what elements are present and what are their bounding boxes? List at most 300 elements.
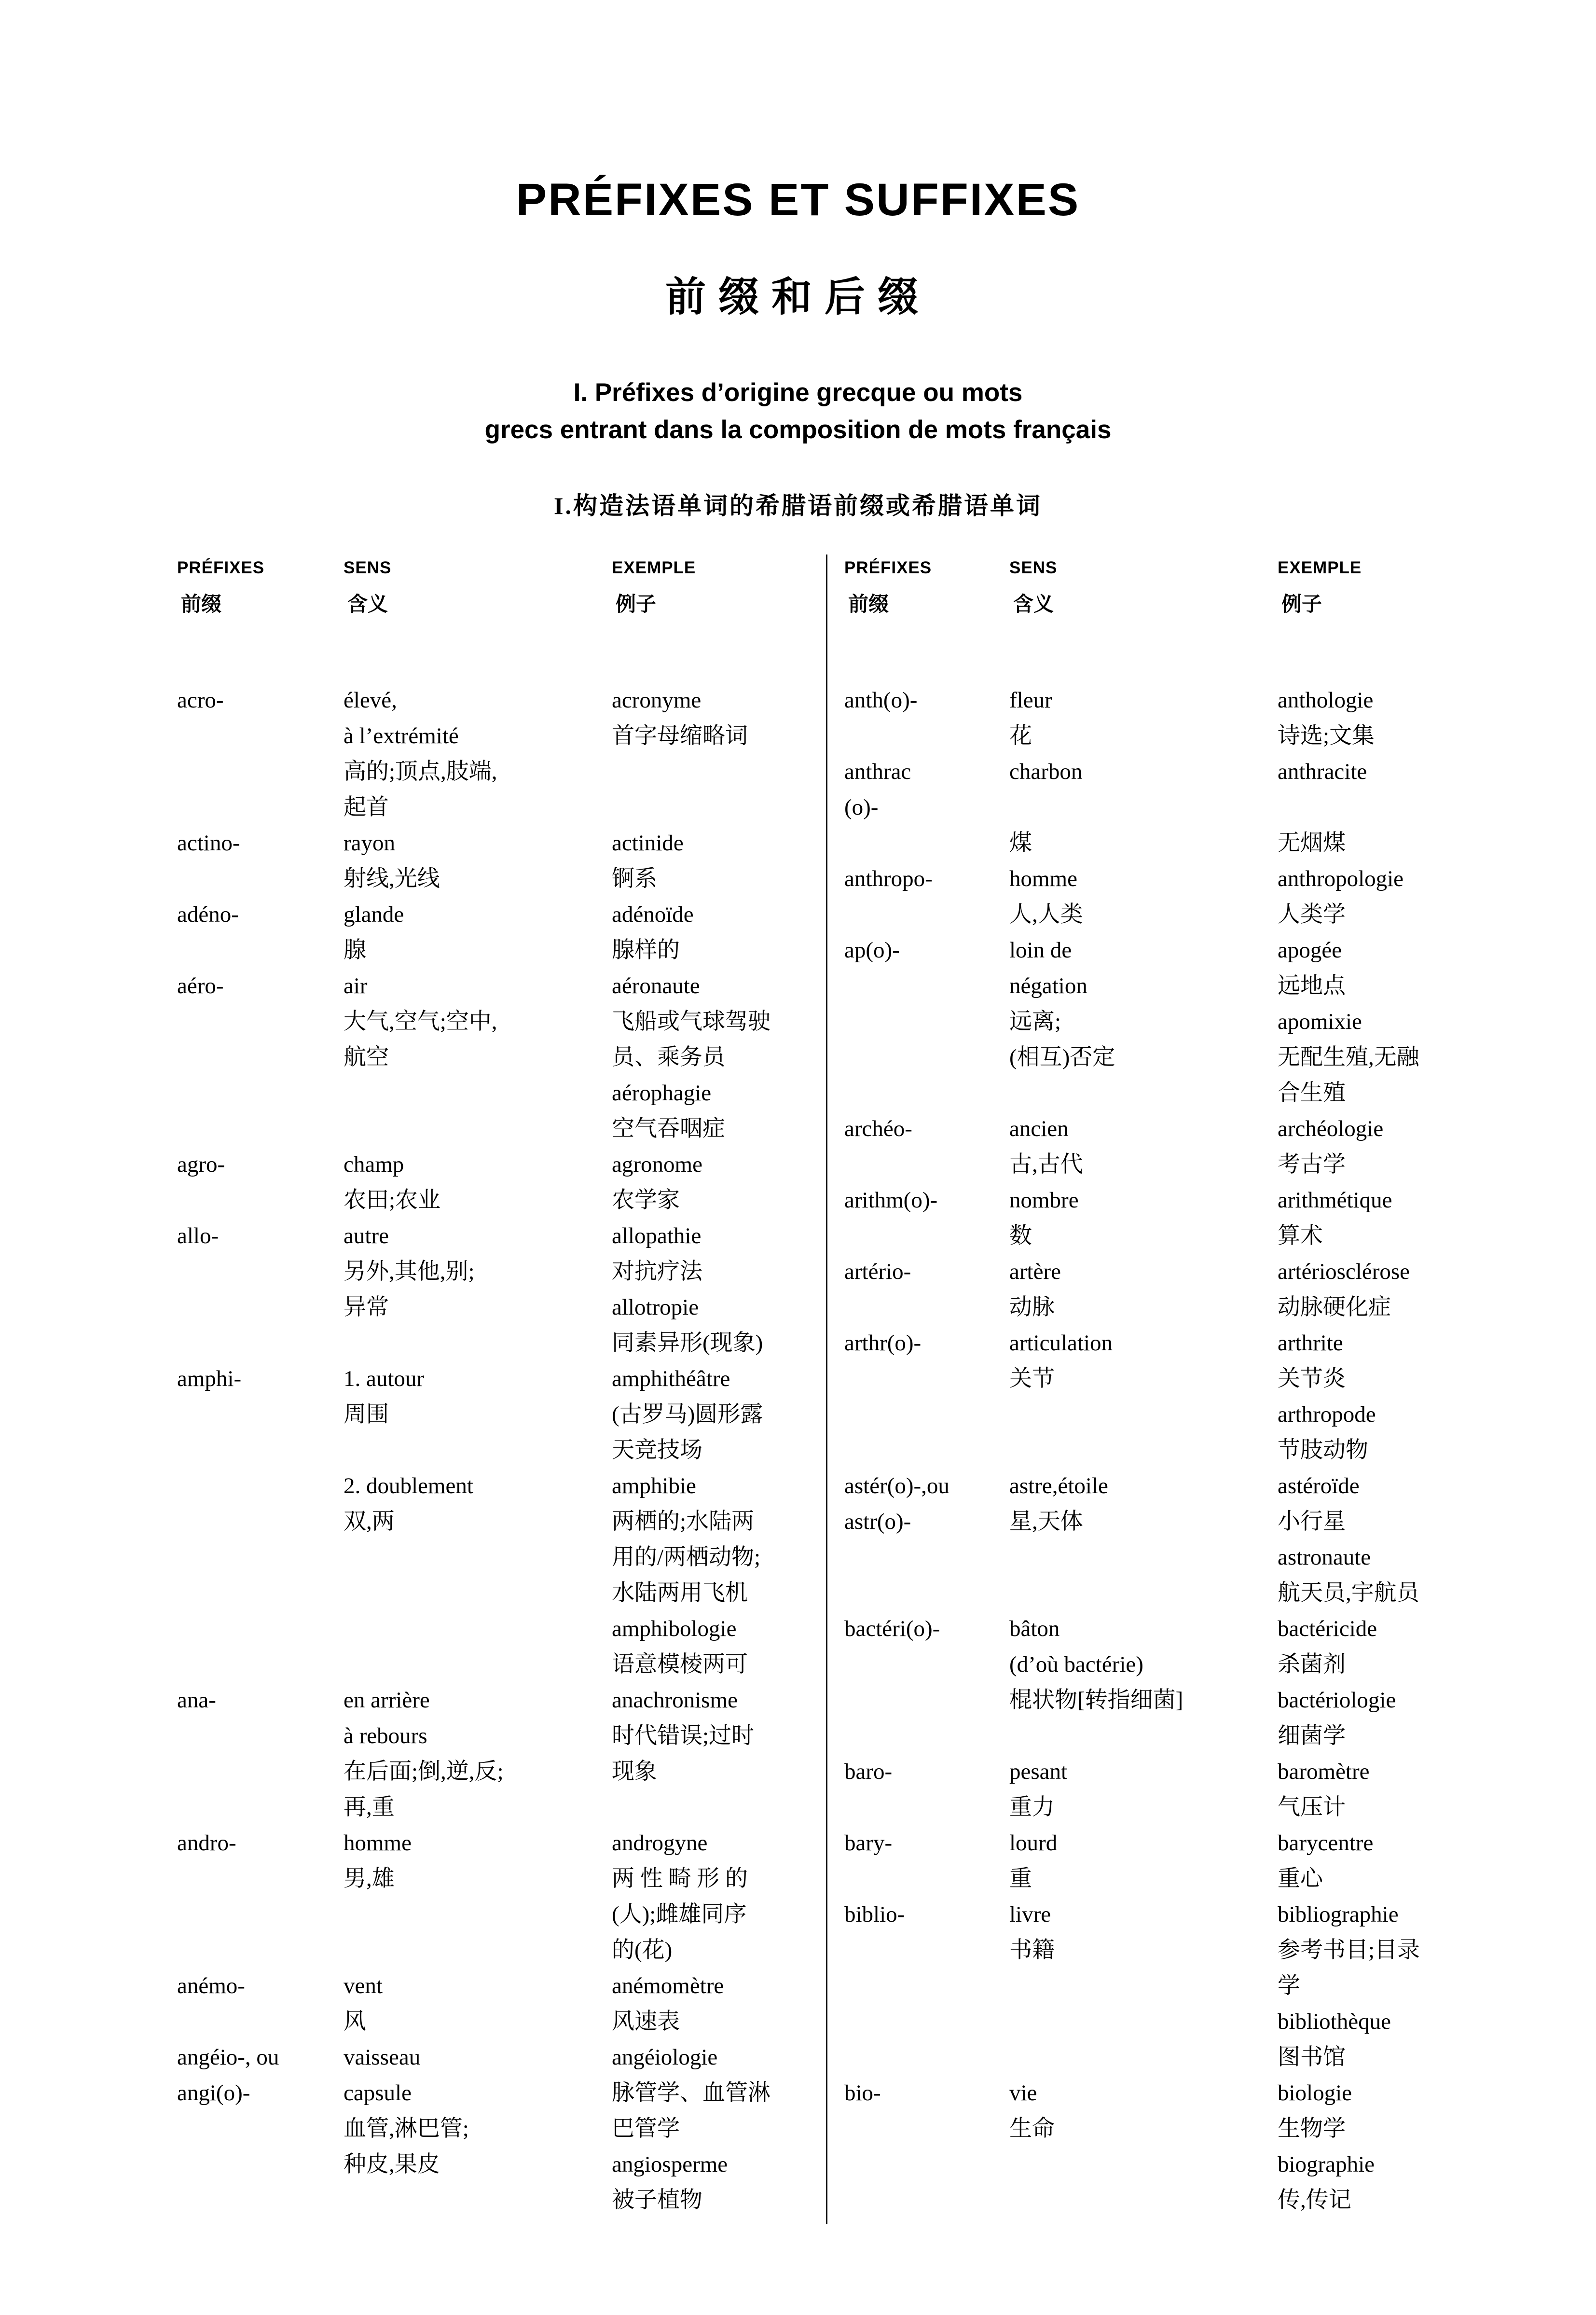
exemple-line: 重心 <box>1278 1866 1323 1892</box>
exemple-line: baromètre <box>1278 1759 1370 1785</box>
sens-line: capsule <box>344 2080 412 2106</box>
exemple-cell <box>612 1218 826 1361</box>
exemple-line: 图书馆 <box>1278 2045 1346 2070</box>
sens-line: 双,两 <box>344 1509 395 1535</box>
sens-line: livre <box>1009 1902 1051 1927</box>
sens-cell <box>344 1361 612 1468</box>
sens-line: 高的;顶点,肢端, <box>344 759 497 785</box>
sens-line: pesant <box>1009 1759 1068 1785</box>
exemple-cell <box>1278 1182 1596 1254</box>
exemple-line: 飞船或气球驾驶 <box>612 1009 770 1035</box>
exemple-line: 现象 <box>612 1759 657 1785</box>
exemple-line: agronome <box>612 1152 702 1178</box>
header-prefixes <box>844 558 1009 617</box>
prefix-cell <box>844 1325 1009 1468</box>
exemple-line: amphibie <box>612 1473 696 1499</box>
prefix-cell <box>844 861 1009 932</box>
sens-line: 远离; <box>1009 1009 1061 1035</box>
exemple-line: 首字母缩略词 <box>612 723 748 749</box>
sens-line: homme <box>344 1830 412 1856</box>
exemple-line: bactéricide <box>1278 1616 1377 1642</box>
prefix-line: anémo- <box>177 1973 245 1999</box>
sens-line: homme <box>1009 866 1077 892</box>
header-prefixes-fr: PRÉFIXES <box>177 558 265 578</box>
dict-row <box>177 897 826 968</box>
sens-line: astre,étoile <box>1009 1473 1108 1499</box>
sens-line: 在后面;倒,逆,反; <box>344 1759 504 1785</box>
sens-cell <box>344 1968 612 2039</box>
sens-line: 人,人类 <box>1009 902 1083 928</box>
exemple-line: 用的/两栖动物; <box>612 1545 761 1570</box>
exemple-line: anachronisme <box>612 1688 738 1713</box>
sens-line: 大气,空气;空中, <box>344 1009 497 1035</box>
exemple-line: 动脉硬化症 <box>1278 1295 1391 1320</box>
sens-cell <box>344 825 612 897</box>
exemple-line: 时代错误;过时 <box>612 1723 755 1749</box>
sens-line: 数 <box>1009 1223 1032 1249</box>
exemple-line: 细菌学 <box>1278 1723 1346 1749</box>
sens-line <box>1009 790 1278 825</box>
prefix-line: anthropo- <box>844 866 933 892</box>
prefix-cell <box>844 932 1009 1111</box>
header-prefixes-fr: PRÉFIXES <box>844 558 932 578</box>
prefix-cell <box>844 1825 1009 1897</box>
prefix-cell <box>844 1254 1009 1325</box>
sens-line: lourd <box>1009 1830 1058 1856</box>
exemple-line: arthropode <box>1278 1402 1376 1428</box>
header-sens <box>344 558 612 617</box>
prefix-cell <box>177 1968 344 2039</box>
exemple-line: astéroïde <box>1278 1473 1360 1499</box>
prefix-line: actino- <box>177 831 240 856</box>
sens-line: glande <box>344 902 404 928</box>
prefix-line: agro- <box>177 1152 225 1178</box>
sens-cell <box>1009 1182 1278 1254</box>
sens-cell <box>344 682 612 825</box>
exemple-line: 锕系 <box>612 866 657 892</box>
prefix-line: allo- <box>177 1223 219 1249</box>
exemple-cell <box>612 1361 826 1468</box>
exemple-line: astronaute <box>1278 1545 1371 1570</box>
prefix-cell <box>177 1218 344 1361</box>
prefix-cell <box>844 1468 1009 1611</box>
exemple-line: 参考书目;目录 <box>1278 1938 1420 1963</box>
exemple-cell <box>612 1968 826 2039</box>
sens-line: articulation <box>1009 1331 1113 1356</box>
exemple-cell <box>1278 932 1596 1111</box>
prefix-cell <box>177 1147 344 1218</box>
dict-row <box>177 1825 826 1968</box>
prefix-line: anth(o)- <box>844 688 918 713</box>
exemple-cell <box>612 1147 826 1218</box>
exemple-line: 气压计 <box>1278 1795 1346 1820</box>
exemple-line: allopathie <box>612 1223 702 1249</box>
sens-cell <box>1009 932 1278 1111</box>
exemple-line: 无配生殖,无融 <box>1278 1045 1419 1070</box>
prefix-line: anthrac <box>844 759 911 785</box>
exemple-cell <box>1278 1754 1596 1825</box>
exemple-line: 远地点 <box>1278 973 1346 999</box>
column-divider <box>826 554 827 2224</box>
sens-line: négation <box>1009 973 1087 999</box>
exemple-cell <box>612 2075 826 2218</box>
left-column-headers <box>177 558 826 617</box>
sens-cell <box>1009 1111 1278 1182</box>
exemple-cell <box>612 1682 826 1825</box>
sens-cell <box>1009 1611 1278 1754</box>
dict-row <box>844 861 1596 932</box>
dict-row <box>177 968 826 1147</box>
sens-cell <box>344 1825 612 1968</box>
exemple-line: adénoïde <box>612 902 694 928</box>
prefix-line: aéro- <box>177 973 224 999</box>
header-exemple <box>612 558 826 617</box>
dict-row <box>177 1682 826 1825</box>
sens-line: 风 <box>344 2009 366 2035</box>
dict-row <box>844 682 1596 754</box>
header-exemple <box>1278 558 1596 617</box>
prefix-line: amphi- <box>177 1366 242 1392</box>
dict-row <box>177 1218 826 1361</box>
exemple-line: 巴管学 <box>612 2116 680 2142</box>
exemple-line: 农学家 <box>612 1188 680 1213</box>
sens-line: 煤 <box>1009 831 1032 856</box>
dict-row <box>844 2075 1596 2218</box>
header-prefixes-zh: 前缀 <box>181 594 222 616</box>
section-heading-line2: grecs entrant dans la composition de mots français <box>484 415 1112 444</box>
header-exemple-zh: 例子 <box>1281 594 1322 616</box>
prefix-cell <box>844 1111 1009 1182</box>
exemple-cell <box>1278 1254 1596 1325</box>
exemple-cell <box>1278 1325 1596 1468</box>
dict-row <box>177 682 826 825</box>
sens-cell <box>1009 1897 1278 2075</box>
sens-line: en arrière <box>344 1688 430 1713</box>
sens-cell <box>344 1147 612 1218</box>
sens-line: champ <box>344 1152 404 1178</box>
prefix-line: acro- <box>177 688 224 713</box>
dict-row <box>844 754 1596 861</box>
sens-line: charbon <box>1009 759 1083 785</box>
sens-cell <box>1009 2075 1278 2218</box>
exemple-line: 传,传记 <box>1278 2188 1351 2213</box>
sens-line: 异常 <box>344 1295 389 1320</box>
sens-line: à l’extrémité <box>344 723 459 749</box>
dict-row <box>844 1468 1596 1611</box>
header-prefixes-zh: 前缀 <box>848 594 889 616</box>
dict-row <box>177 1968 826 2039</box>
prefix-cell <box>844 1897 1009 2075</box>
sens-cell <box>1009 1825 1278 1897</box>
dict-row <box>177 1147 826 1218</box>
sens-line: 关节 <box>1009 1366 1055 1392</box>
prefix-cell <box>844 1611 1009 1754</box>
right-column <box>844 558 1596 2218</box>
dict-row <box>844 1754 1596 1825</box>
sens-line: 1. autour <box>344 1366 425 1392</box>
dict-row <box>844 1325 1596 1468</box>
prefix-cell <box>177 1682 344 1825</box>
sens-line: vie <box>1009 2080 1037 2106</box>
prefix-line: adéno- <box>177 902 239 928</box>
exemple-line: 两 性 畸 形 的 <box>612 1866 748 1892</box>
sens-line: à rebours <box>344 1723 427 1749</box>
prefix-line: arithm(o)- <box>844 1188 938 1213</box>
exemple-cell <box>612 897 826 968</box>
section-heading <box>0 374 1596 449</box>
sens-line: 农田;农业 <box>344 1188 441 1213</box>
prefix-line: bactéri(o)- <box>844 1616 940 1642</box>
dict-row <box>844 1825 1596 1897</box>
sens-cell <box>1009 754 1278 861</box>
exemple-line: apogée <box>1278 938 1342 963</box>
sens-line: 血管,淋巴管; <box>344 2116 469 2142</box>
sens-line: 另外,其他,别; <box>344 1259 475 1285</box>
exemple-line: 杀菌剂 <box>1278 1652 1346 1677</box>
sens-cell <box>1009 1325 1278 1468</box>
sens-line: 种皮,果皮 <box>344 2152 440 2177</box>
prefix-cell <box>177 2039 344 2075</box>
exemple-line: 空气吞咽症 <box>612 1116 725 1142</box>
prefix-line: ana- <box>177 1688 216 1713</box>
sens-line: nombre <box>1009 1188 1079 1213</box>
exemple-line: acronyme <box>612 688 702 713</box>
exemple-line: 考古学 <box>1278 1152 1346 1178</box>
prefix-cell <box>177 897 344 968</box>
prefix-cell <box>177 1361 344 1468</box>
sens-cell <box>1009 1468 1278 1611</box>
sens-line: vent <box>344 1973 383 1999</box>
prefix-line: astér(o)-,ou <box>844 1473 949 1499</box>
sens-line: 重 <box>1009 1866 1032 1892</box>
prefix-line: andro- <box>177 1830 236 1856</box>
exemple-line: 对抗疗法 <box>612 1259 702 1285</box>
exemple-line: apomixie <box>1278 1009 1362 1035</box>
sens-line: 星,天体 <box>1009 1509 1083 1535</box>
exemple-line: androgyne <box>612 1830 708 1856</box>
exemple-line: allotropie <box>612 1295 699 1320</box>
sens-cell <box>344 1682 612 1825</box>
prefix-line: angi(o)- <box>177 2080 250 2106</box>
exemple-line: biographie <box>1278 2152 1375 2177</box>
exemple-line <box>1278 790 1596 825</box>
exemple-line: 关节炎 <box>1278 1366 1346 1392</box>
sens-line: 生命 <box>1009 2116 1055 2142</box>
prefix-cell <box>844 682 1009 754</box>
dict-row <box>177 1361 826 1468</box>
dict-row <box>177 2039 826 2075</box>
prefix-cell <box>177 1468 344 1682</box>
header-sens <box>1009 558 1278 617</box>
header-sens-fr: SENS <box>344 558 392 578</box>
dict-row <box>177 2075 826 2218</box>
exemple-line: (人);雌雄同序 <box>612 1902 747 1927</box>
sens-cell <box>344 897 612 968</box>
sens-line: 花 <box>1009 723 1032 749</box>
exemple-line: 同素异形(现象) <box>612 1331 763 1356</box>
sens-cell <box>344 2039 612 2075</box>
sens-cell <box>344 968 612 1147</box>
dict-row <box>844 932 1596 1111</box>
sens-line: air <box>344 973 368 999</box>
exemple-line: biologie <box>1278 2080 1352 2106</box>
prefix-cell <box>177 682 344 825</box>
sens-cell <box>344 1218 612 1361</box>
page-title: PRÉFIXES ET SUFFIXES <box>516 174 1080 225</box>
sens-line: 书籍 <box>1009 1938 1055 1963</box>
exemple-cell <box>1278 754 1596 861</box>
exemple-line: anthropologie <box>1278 866 1404 892</box>
dict-row <box>844 1111 1596 1182</box>
sens-line: 起首 <box>344 795 389 820</box>
dict-row <box>844 1254 1596 1325</box>
header-exemple-fr: EXEMPLE <box>1278 558 1362 578</box>
sens-cell <box>344 1468 612 1682</box>
prefix-line <box>177 1468 344 1504</box>
prefix-line: archéo- <box>844 1116 912 1142</box>
sens-line: artère <box>1009 1259 1061 1285</box>
section-heading-line1: I. Préfixes d’origine grecque ou mots <box>573 378 1023 407</box>
exemple-line: bactériologie <box>1278 1688 1396 1713</box>
sens-cell <box>1009 861 1278 932</box>
sens-cell <box>1009 682 1278 754</box>
prefix-cell <box>844 754 1009 861</box>
section-heading-zh: I.构造法语单词的希腊语前缀或希腊语单词 <box>554 492 1042 519</box>
sens-line: 2. doublement <box>344 1473 473 1499</box>
exemple-cell <box>612 825 826 897</box>
prefix-line: astr(o)- <box>844 1509 911 1535</box>
prefix-cell <box>844 1754 1009 1825</box>
exemple-line: artériosclérose <box>1278 1259 1410 1285</box>
sens-line: ancien <box>1009 1116 1069 1142</box>
prefix-line: artério- <box>844 1259 911 1285</box>
sens-line: 航空 <box>344 1045 389 1070</box>
exemple-line: amphibologie <box>612 1616 737 1642</box>
prefix-cell <box>844 2075 1009 2218</box>
header-exemple-zh: 例子 <box>616 594 657 616</box>
sens-line: loin de <box>1009 938 1072 963</box>
dictionary-table <box>0 558 1596 2218</box>
exemple-line: angéiologie <box>612 2045 718 2070</box>
right-rows <box>844 682 1596 2218</box>
header-sens-zh: 含义 <box>1013 594 1054 616</box>
sens-cell <box>1009 1754 1278 1825</box>
exemple-cell <box>612 1468 826 1682</box>
exemple-cell <box>1278 1825 1596 1897</box>
exemple-line: 腺样的 <box>612 938 680 963</box>
exemple-line: 水陆两用飞机 <box>612 1580 748 1606</box>
exemple-line: angiosperme <box>612 2152 728 2177</box>
sens-line: 动脉 <box>1009 1295 1055 1320</box>
exemple-cell <box>1278 1611 1596 1754</box>
header-exemple-fr: EXEMPLE <box>612 558 696 578</box>
sens-line: vaisseau <box>344 2045 421 2070</box>
prefix-cell <box>177 2075 344 2218</box>
exemple-line: amphithéâtre <box>612 1366 730 1392</box>
sens-line: 射线,光线 <box>344 866 440 892</box>
sens-line: 棍状物[转指细菌] <box>1009 1688 1183 1713</box>
left-column <box>177 558 826 2218</box>
exemple-line: anthologie <box>1278 688 1374 713</box>
sens-line: élevé, <box>344 688 397 713</box>
exemple-line: aérophagie <box>612 1081 712 1106</box>
exemple-line: anthracite <box>1278 759 1367 785</box>
sens-line: 再,重 <box>344 1795 395 1820</box>
dict-row <box>844 1897 1596 2075</box>
sens-line: (d’où bactérie) <box>1009 1652 1143 1677</box>
right-column-headers <box>844 558 1596 617</box>
exemple-line: 风速表 <box>612 2009 680 2035</box>
exemple-cell <box>612 968 826 1147</box>
exemple-cell <box>612 1825 826 1968</box>
prefix-cell <box>177 825 344 897</box>
sens-cell <box>344 2075 612 2218</box>
prefix-line: bary- <box>844 1830 893 1856</box>
prefix-cell <box>177 1825 344 1968</box>
exemple-line: actinide <box>612 831 684 856</box>
header-prefixes <box>177 558 344 617</box>
header-sens-fr: SENS <box>1009 558 1058 578</box>
prefix-line: ap(o)- <box>844 938 900 963</box>
exemple-line: 生物学 <box>1278 2116 1346 2142</box>
exemple-line: 天竞技场 <box>612 1438 702 1463</box>
exemple-cell <box>1278 861 1596 932</box>
exemple-line: bibliographie <box>1278 1902 1399 1927</box>
exemple-line: anémomètre <box>612 1973 724 1999</box>
dict-row <box>177 1468 826 1682</box>
prefix-cell <box>844 1182 1009 1254</box>
dict-row <box>177 825 826 897</box>
dict-row <box>844 1182 1596 1254</box>
exemple-line: 小行星 <box>1278 1509 1346 1535</box>
sens-line: rayon <box>344 831 396 856</box>
exemple-line: 的(花) <box>612 1938 673 1963</box>
sens-line: 周围 <box>344 1402 389 1428</box>
prefix-line: bio- <box>844 2080 881 2106</box>
exemple-cell <box>1278 2075 1596 2218</box>
prefix-line: angéio-, ou <box>177 2045 279 2070</box>
left-rows <box>177 682 826 2218</box>
exemple-cell <box>612 2039 826 2075</box>
exemple-line: 学 <box>1278 1973 1300 1999</box>
exemple-cell <box>1278 1111 1596 1182</box>
exemple-cell <box>1278 682 1596 754</box>
exemple-line: 合生殖 <box>1278 1081 1346 1106</box>
exemple-line: 脉管学、血管淋 <box>612 2080 770 2106</box>
sens-line: 古,古代 <box>1009 1152 1083 1178</box>
exemple-line: arithmétique <box>1278 1188 1392 1213</box>
exemple-line: 被子植物 <box>612 2188 702 2213</box>
header-sens-zh: 含义 <box>347 594 388 616</box>
exemple-line: aéronaute <box>612 973 700 999</box>
exemple-line: archéologie <box>1278 1116 1384 1142</box>
sens-line: (相互)否定 <box>1009 1045 1115 1070</box>
sens-line: 重力 <box>1009 1795 1055 1820</box>
sens-cell <box>1009 1254 1278 1325</box>
exemple-line: (古罗马)圆形露 <box>612 1402 763 1428</box>
exemple-line: 算术 <box>1278 1223 1323 1249</box>
exemple-line: 语意模棱两可 <box>612 1652 748 1677</box>
sens-line: 男,雄 <box>344 1866 395 1892</box>
exemple-line: 诗选;文集 <box>1278 723 1375 749</box>
prefix-cell <box>177 968 344 1147</box>
sens-line: fleur <box>1009 688 1052 713</box>
exemple-line: 员、乘务员 <box>612 1045 725 1070</box>
exemple-cell <box>612 682 826 825</box>
sens-line: autre <box>344 1223 389 1249</box>
exemple-cell <box>1278 1897 1596 2075</box>
exemple-line: arthrite <box>1278 1331 1343 1356</box>
